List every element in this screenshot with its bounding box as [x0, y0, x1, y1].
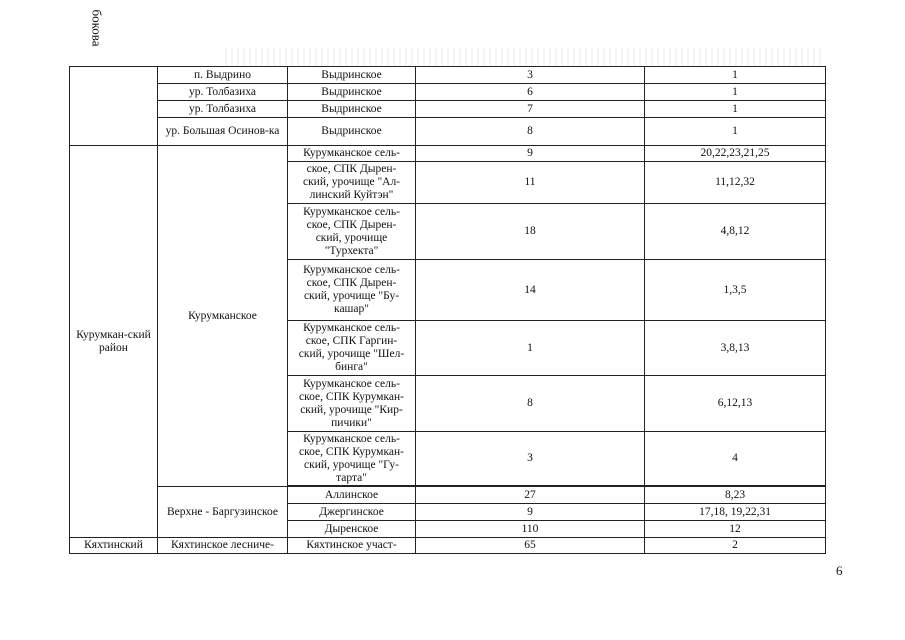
area-cell: Выдринское — [288, 101, 416, 118]
quarter-cell: 7 — [416, 101, 645, 118]
area-cell: Курумканское сель-ское, СПК Курумкан-ский, урочище "Кир-пичики" — [288, 376, 416, 432]
plots-cell: 17,18, 19,22,31 — [645, 504, 826, 521]
table-row — [70, 118, 826, 146]
quarter-cell: 8 — [416, 376, 645, 432]
place-cell: ур. Толбазиха — [158, 84, 288, 101]
quarter-cell: 3 — [416, 67, 645, 84]
plots-cell: 11,12,32 — [645, 162, 826, 204]
quarter-cell: 3 — [416, 432, 645, 486]
quarter-cell: 1 — [416, 321, 645, 376]
table-row — [70, 67, 826, 84]
area-cell: ское, СПК Дырен-ский, урочище "Ал-линский Куйтэн" — [288, 162, 416, 204]
area-cell: Выдринское — [288, 67, 416, 84]
area-cell: Аллинское — [288, 487, 416, 504]
quarter-cell: 6 — [416, 84, 645, 101]
area-cell: Выдринское — [288, 118, 416, 146]
quarter-cell: 11 — [416, 162, 645, 204]
table-row — [70, 84, 826, 101]
quarter-cell: 65 — [416, 538, 645, 554]
plots-cell: 20,22,23,21,25 — [645, 146, 826, 162]
plots-cell: 1,3,5 — [645, 260, 826, 321]
area-cell: Дыренское — [288, 521, 416, 538]
place-cell: ур. Толбазиха — [158, 101, 288, 118]
plots-cell: 1 — [645, 118, 826, 146]
table-row — [70, 146, 826, 162]
plots-cell: 4 — [645, 432, 826, 486]
area-cell: Курумканское сель- — [288, 146, 416, 162]
quarter-cell: 14 — [416, 260, 645, 321]
plots-cell: 12 — [645, 521, 826, 538]
plots-cell: 6,12,13 — [645, 376, 826, 432]
area-cell: Курумканское сель-ское, СПК Курумкан-ский, урочище "Гу-тарта" — [288, 432, 416, 486]
area-cell: Курумканское сель-ское, СПК Дырен-ский, урочище "Бу-кашар" — [288, 260, 416, 321]
forestry-cell: Курумканское — [158, 146, 288, 487]
table-row — [70, 538, 826, 554]
district-cell — [70, 67, 158, 146]
plots-cell: 1 — [645, 67, 826, 84]
area-cell: Курумканское сель-ское, СПК Гаргин-ский, урочище "Шел-бинга" — [288, 321, 416, 376]
plots-cell: 1 — [645, 84, 826, 101]
plots-cell: 8,23 — [645, 487, 826, 504]
quarter-cell: 110 — [416, 521, 645, 538]
district-cell: Кяхтинский — [70, 538, 158, 554]
quarter-cell: 9 — [416, 504, 645, 521]
area-cell: Курумканское сель-ское, СПК Дырен-ский, урочище "Турхекта" — [288, 204, 416, 260]
area-cell: Джергинское — [288, 504, 416, 521]
forest-plots-table — [69, 66, 826, 554]
plots-cell: 1 — [645, 101, 826, 118]
area-cell: Выдринское — [288, 84, 416, 101]
district-cell: Курумкан-ский район — [70, 146, 158, 538]
quarter-cell: 18 — [416, 204, 645, 260]
place-cell: ур. Большая Осинов-ка — [158, 118, 288, 146]
quarter-cell: 9 — [416, 146, 645, 162]
plots-cell: 3,8,13 — [645, 321, 826, 376]
margin-note-text: бокова — [89, 9, 105, 47]
page-number: 6 — [836, 563, 843, 578]
place-cell: п. Выдрино — [158, 67, 288, 84]
forestry-cell: Верхне - Баргузинское — [158, 487, 288, 538]
quarter-cell: 8 — [416, 118, 645, 146]
forestry-cell: Кяхтинское лесниче- — [158, 538, 288, 554]
plots-cell: 2 — [645, 538, 826, 554]
scan-noise — [225, 48, 825, 66]
table-row — [70, 487, 826, 504]
area-cell: Кяхтинское участ- — [288, 538, 416, 554]
table-row — [70, 101, 826, 118]
quarter-cell: 27 — [416, 487, 645, 504]
plots-cell: 4,8,12 — [645, 204, 826, 260]
margin-note — [84, 6, 108, 50]
